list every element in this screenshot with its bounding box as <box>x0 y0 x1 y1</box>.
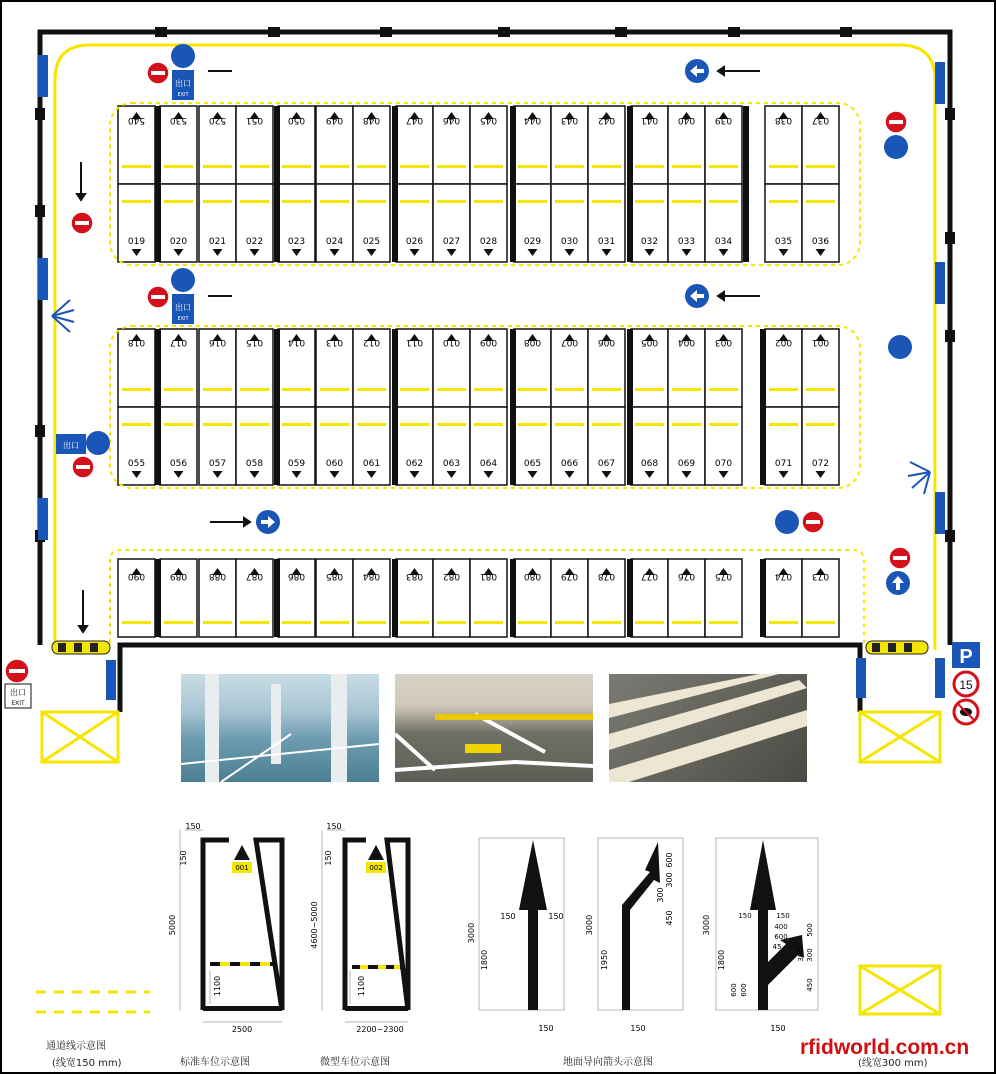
column-divider <box>627 559 633 637</box>
exit-sign-mid <box>172 294 194 324</box>
space-number: 035 <box>774 237 793 247</box>
parking-space-078 <box>588 559 625 637</box>
space-number: 033 <box>677 237 696 247</box>
parking-space-014 <box>278 329 315 407</box>
svg-text:1800: 1800 <box>480 949 489 971</box>
space-number: 037 <box>811 115 830 125</box>
space-number: 046 <box>442 115 461 125</box>
space-number: 047 <box>405 115 424 125</box>
parking-space-016 <box>199 329 236 407</box>
space-number: 025 <box>362 237 381 247</box>
parking-space-090 <box>118 559 155 637</box>
turn-arrow-diagram <box>585 838 683 1033</box>
parking-space-058 <box>236 407 273 485</box>
parking-space-042 <box>588 106 625 184</box>
space-number: 029 <box>523 237 542 247</box>
parking-space-015 <box>236 329 273 407</box>
parking-space-010 <box>433 329 470 407</box>
space-number: 003 <box>714 337 733 347</box>
parking-space-022 <box>236 184 273 262</box>
parking-space-057 <box>199 407 236 485</box>
parking-space-026 <box>396 184 433 262</box>
column-divider <box>155 559 161 637</box>
svg-text:出口: 出口 <box>63 441 79 450</box>
parking-space-072 <box>802 407 839 485</box>
parking-space-004 <box>668 329 705 407</box>
svg-text:600: 600 <box>665 852 674 868</box>
svg-text:150: 150 <box>324 850 333 866</box>
parking-sign <box>952 642 980 668</box>
parking-space-034 <box>705 184 742 262</box>
parking-space-067 <box>588 407 625 485</box>
exit-zone-left <box>42 712 118 762</box>
space-number: 085 <box>325 571 344 581</box>
turn-sign-mid-left <box>171 268 195 292</box>
space-number: 070 <box>714 459 733 469</box>
svg-text:450: 450 <box>665 910 674 926</box>
parking-space-013 <box>316 329 353 407</box>
svg-text:5000: 5000 <box>168 914 177 936</box>
parking-space-071 <box>765 407 802 485</box>
svg-text:P: P <box>959 646 973 668</box>
space-number: 074 <box>774 571 793 581</box>
space-number: 040 <box>677 115 696 125</box>
space-number: 088 <box>208 571 227 581</box>
parking-space-065 <box>514 407 551 485</box>
space-number: 027 <box>442 237 461 247</box>
column-divider <box>392 329 398 485</box>
parking-rows <box>118 106 839 637</box>
space-number: 069 <box>677 459 696 469</box>
column-divider <box>155 329 161 485</box>
turn-sign-left-wall <box>86 431 110 455</box>
space-number: 006 <box>597 337 616 347</box>
space-number: 071 <box>774 459 793 469</box>
space-number: 028 <box>479 237 498 247</box>
column-divider <box>274 329 280 485</box>
svg-text:300: 300 <box>665 872 674 888</box>
parking-space-068 <box>631 407 668 485</box>
svg-text:400: 400 <box>774 923 788 931</box>
space-number: 083 <box>405 571 424 581</box>
lane-line-caption: 通道线示意图 <box>46 1041 106 1052</box>
no-horn-sign <box>954 700 978 724</box>
parking-space-056 <box>160 407 197 485</box>
space-number: 043 <box>560 115 579 125</box>
svg-text:600: 600 <box>730 983 738 997</box>
space-number: 089 <box>169 571 188 581</box>
svg-text:300: 300 <box>797 948 805 962</box>
space-number: 090 <box>127 571 146 581</box>
lane-line-legend <box>36 992 150 1012</box>
column-divider <box>392 106 398 262</box>
parking-space-038 <box>765 106 802 184</box>
column-divider <box>392 559 398 637</box>
exit-zone-right <box>860 712 940 762</box>
parking-space-023 <box>278 184 315 262</box>
svg-text:2500: 2500 <box>231 1025 253 1034</box>
svg-text:600: 600 <box>774 933 788 941</box>
space-number: 082 <box>442 571 461 581</box>
parking-space-011 <box>396 329 433 407</box>
column-divider <box>760 329 766 485</box>
parking-space-040 <box>668 106 705 184</box>
space-number: 540 <box>127 115 146 125</box>
parking-space-032 <box>631 184 668 262</box>
parking-space-081 <box>470 559 507 637</box>
space-number: 050 <box>287 115 306 125</box>
space-number: 014 <box>287 337 306 347</box>
parking-space-076 <box>668 559 705 637</box>
space-number: 015 <box>245 337 264 347</box>
space-number: 072 <box>811 459 830 469</box>
parking-space-046 <box>433 106 470 184</box>
space-number: 010 <box>442 337 461 347</box>
svg-text:EXIT: EXIT <box>177 92 189 98</box>
svg-text:1950: 1950 <box>600 949 609 971</box>
column-divider <box>627 106 633 262</box>
space-number: 020 <box>169 237 188 247</box>
parking-space-043 <box>551 106 588 184</box>
parking-space-012 <box>353 329 390 407</box>
parking-space-085 <box>316 559 353 637</box>
svg-text:2200~2300: 2200~2300 <box>356 1025 404 1034</box>
parking-space-018 <box>118 329 155 407</box>
parking-space-028 <box>470 184 507 262</box>
space-number: 073 <box>811 571 830 581</box>
parking-space-061 <box>353 407 390 485</box>
parking-space-520 <box>199 106 236 184</box>
parking-space-086 <box>278 559 315 637</box>
column-divider <box>274 559 280 637</box>
svg-text:3000: 3000 <box>467 922 476 944</box>
space-number: 030 <box>560 237 579 247</box>
svg-text:出口: 出口 <box>10 688 26 697</box>
parking-space-060 <box>316 407 353 485</box>
space-number: 009 <box>479 337 498 347</box>
space-number: 056 <box>169 459 188 469</box>
space-number: 066 <box>560 459 579 469</box>
parking-space-070 <box>705 407 742 485</box>
parking-space-080 <box>514 559 551 637</box>
space-number: 034 <box>714 237 733 247</box>
parking-space-033 <box>668 184 705 262</box>
svg-text:1100: 1100 <box>357 975 366 997</box>
speed-limit-sign <box>954 672 978 696</box>
parking-space-087 <box>236 559 273 637</box>
svg-text:150: 150 <box>548 912 564 921</box>
space-number: 031 <box>597 237 616 247</box>
watermark: rfidworld.com.cn <box>800 1036 970 1059</box>
column-divider <box>274 106 280 262</box>
space-number: 059 <box>287 459 306 469</box>
parking-space-024 <box>316 184 353 262</box>
svg-text:45: 45 <box>772 943 782 951</box>
parking-space-002 <box>765 329 802 407</box>
space-number: 084 <box>362 571 381 581</box>
space-number: 016 <box>208 337 227 347</box>
space-number: 007 <box>560 337 579 347</box>
parking-space-044 <box>514 106 551 184</box>
standard-space-caption: 标准车位示意图 <box>180 1057 250 1068</box>
arrow-caption: 地面导向箭头示意图 <box>563 1057 653 1068</box>
space-number: 021 <box>208 237 227 247</box>
parking-space-049 <box>316 106 353 184</box>
straight-turn-arrow-diagram <box>702 838 818 1033</box>
column-divider <box>743 106 749 262</box>
parking-space-050 <box>278 106 315 184</box>
space-number: 013 <box>325 337 344 347</box>
parking-space-045 <box>470 106 507 184</box>
parking-space-064 <box>470 407 507 485</box>
parking-space-083 <box>396 559 433 637</box>
space-number: 086 <box>287 571 306 581</box>
column-divider <box>627 329 633 485</box>
svg-text:300: 300 <box>656 887 665 903</box>
parking-space-009 <box>470 329 507 407</box>
parking-space-035 <box>765 184 802 262</box>
column-divider <box>155 106 161 262</box>
space-number: 087 <box>245 571 264 581</box>
svg-text:150: 150 <box>538 1024 554 1033</box>
space-number: 065 <box>523 459 542 469</box>
svg-text:150: 150 <box>770 1024 786 1033</box>
space-number: 079 <box>560 571 579 581</box>
parking-space-051 <box>236 106 273 184</box>
space-number: 032 <box>640 237 659 247</box>
parking-space-008 <box>514 329 551 407</box>
column-divider <box>510 106 516 262</box>
svg-text:3000: 3000 <box>585 914 594 936</box>
parking-space-059 <box>278 407 315 485</box>
parking-space-003 <box>705 329 742 407</box>
parking-space-088 <box>199 559 236 637</box>
space-number: 024 <box>325 237 344 247</box>
space-number: 060 <box>325 459 344 469</box>
space-number: 077 <box>640 571 659 581</box>
svg-text:150: 150 <box>185 822 201 831</box>
column-divider <box>760 559 766 637</box>
parking-space-036 <box>802 184 839 262</box>
space-number: 080 <box>523 571 542 581</box>
column-divider <box>510 329 516 485</box>
lane-line-width: (线宽150 mm) <box>52 1058 122 1069</box>
parking-space-079 <box>551 559 588 637</box>
space-number: 048 <box>362 115 381 125</box>
space-number: 041 <box>640 115 659 125</box>
space-number: 019 <box>127 237 146 247</box>
parking-space-019 <box>118 184 155 262</box>
micro-space-diagram <box>310 822 408 1034</box>
space-number: 023 <box>287 237 306 247</box>
space-number: 062 <box>405 459 424 469</box>
space-number: 017 <box>169 337 188 347</box>
space-number: 067 <box>597 459 616 469</box>
parking-space-077 <box>631 559 668 637</box>
parking-space-055 <box>118 407 155 485</box>
parking-space-021 <box>199 184 236 262</box>
space-number: 004 <box>677 337 696 347</box>
svg-text:1800: 1800 <box>717 949 726 971</box>
space-number: 036 <box>811 237 830 247</box>
svg-text:300: 300 <box>806 948 814 962</box>
parking-space-007 <box>551 329 588 407</box>
space-number: 022 <box>245 237 264 247</box>
space-number: 049 <box>325 115 344 125</box>
space-number: 039 <box>714 115 733 125</box>
svg-text:150: 150 <box>326 822 342 831</box>
svg-text:出口: 出口 <box>175 303 191 312</box>
column-divider <box>510 559 516 637</box>
space-number: 057 <box>208 459 227 469</box>
parking-space-001 <box>802 329 839 407</box>
space-number: 038 <box>774 115 793 125</box>
space-number: 076 <box>677 571 696 581</box>
space-number: 005 <box>640 337 659 347</box>
parking-space-084 <box>353 559 390 637</box>
parking-space-062 <box>396 407 433 485</box>
svg-text:001: 001 <box>235 864 249 872</box>
space-number: 061 <box>362 459 381 469</box>
space-number: 008 <box>523 337 542 347</box>
turn-sign-right <box>884 135 908 159</box>
svg-text:150: 150 <box>630 1024 646 1033</box>
space-number: 051 <box>245 115 264 125</box>
space-number: 026 <box>405 237 424 247</box>
parking-markings-photo <box>395 674 593 782</box>
space-number: 064 <box>479 459 498 469</box>
double-arrow-sign <box>888 335 912 359</box>
parking-space-027 <box>433 184 470 262</box>
space-number: 075 <box>714 571 733 581</box>
parking-space-069 <box>668 407 705 485</box>
exit-sign-left-wall <box>56 434 86 454</box>
space-number: 045 <box>479 115 498 125</box>
space-number: 530 <box>169 115 188 125</box>
space-number: 001 <box>811 337 830 347</box>
svg-text:150: 150 <box>179 850 188 866</box>
parking-space-031 <box>588 184 625 262</box>
space-number: 520 <box>208 115 227 125</box>
svg-text:150: 150 <box>500 912 516 921</box>
parking-space-063 <box>433 407 470 485</box>
parking-space-005 <box>631 329 668 407</box>
space-number: 044 <box>523 115 542 125</box>
space-number: 055 <box>127 459 146 469</box>
space-number: 081 <box>479 571 498 581</box>
parking-space-047 <box>396 106 433 184</box>
parking-space-075 <box>705 559 742 637</box>
parking-space-082 <box>433 559 470 637</box>
svg-text:1100: 1100 <box>213 975 222 997</box>
parking-space-089 <box>160 559 197 637</box>
exit-sign-top <box>172 70 194 100</box>
svg-text:500: 500 <box>806 923 814 937</box>
parking-space-048 <box>353 106 390 184</box>
parking-space-074 <box>765 559 802 637</box>
space-number: 002 <box>774 337 793 347</box>
straight-arrow-diagram <box>467 838 564 1033</box>
parking-space-006 <box>588 329 625 407</box>
svg-text:3000: 3000 <box>702 914 711 936</box>
parking-space-020 <box>160 184 197 262</box>
parking-space-017 <box>160 329 197 407</box>
parking-space-025 <box>353 184 390 262</box>
parking-space-039 <box>705 106 742 184</box>
svg-text:002: 002 <box>369 864 383 872</box>
svg-text:150: 150 <box>776 912 790 920</box>
turn-sign-top-left <box>171 44 195 68</box>
space-number: 042 <box>597 115 616 125</box>
parking-space-037 <box>802 106 839 184</box>
parking-space-530 <box>160 106 197 184</box>
svg-text:4600~5000: 4600~5000 <box>310 901 319 949</box>
space-number: 063 <box>442 459 461 469</box>
garage-interior-photo <box>181 674 379 782</box>
svg-text:出口: 出口 <box>175 79 191 88</box>
turn-sign-left <box>775 510 799 534</box>
road-stripes-photo <box>609 674 807 782</box>
space-number: 078 <box>597 571 616 581</box>
parking-space-073 <box>802 559 839 637</box>
parking-space-030 <box>551 184 588 262</box>
svg-text:EXIT: EXIT <box>11 700 25 707</box>
space-number: 012 <box>362 337 381 347</box>
exit-zone-legend <box>860 966 940 1014</box>
parking-space-029 <box>514 184 551 262</box>
svg-text:450: 450 <box>806 978 814 992</box>
space-number: 018 <box>127 337 146 347</box>
space-number: 058 <box>245 459 264 469</box>
svg-text:600: 600 <box>740 983 748 997</box>
micro-space-caption: 微型车位示意图 <box>320 1057 390 1068</box>
svg-text:EXIT: EXIT <box>177 316 189 322</box>
standard-space-diagram <box>168 822 282 1034</box>
space-number: 068 <box>640 459 659 469</box>
parking-space-066 <box>551 407 588 485</box>
parking-space-540 <box>118 106 155 184</box>
exit-sign-gate <box>5 684 31 708</box>
parking-space-041 <box>631 106 668 184</box>
space-number: 011 <box>405 337 424 347</box>
svg-text:150: 150 <box>738 912 752 920</box>
svg-text:15: 15 <box>959 678 973 692</box>
line-width-300: (线宽300 mm) <box>858 1058 928 1069</box>
